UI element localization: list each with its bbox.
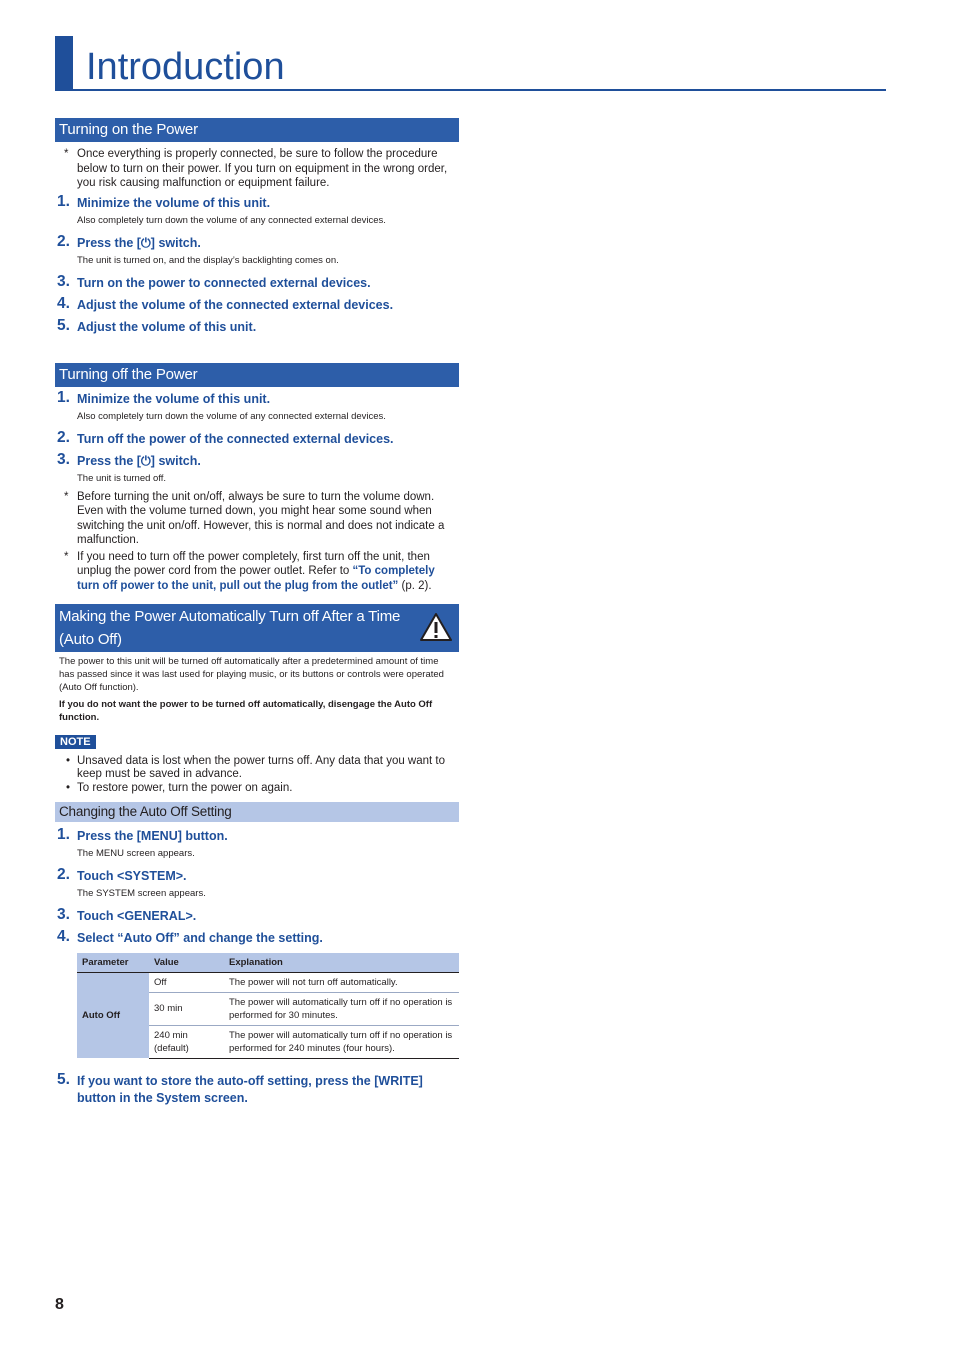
main-column bbox=[55, 118, 459, 1107]
sub-heading-auto-off-setting: Changing the Auto Off Setting bbox=[55, 802, 459, 822]
note-bullet-1 bbox=[55, 755, 459, 780]
step-power-off-2 bbox=[55, 428, 459, 448]
note-bullet-2 bbox=[55, 782, 459, 795]
note-badge-row bbox=[55, 732, 459, 750]
asterisk-icon: * bbox=[64, 550, 69, 563]
page-title: Introduction bbox=[86, 46, 285, 88]
table-header-row bbox=[77, 953, 459, 973]
step-number: 3. bbox=[57, 905, 70, 923]
table-header: Parameter bbox=[77, 953, 149, 973]
note-text: Once everything is properly connected, be sure to follow the procedure below to turn on their power. If you turn on equipment in the wrong order, you risk causing malfunction or equipment failure. bbox=[77, 148, 448, 189]
table-header: Explanation bbox=[224, 953, 459, 973]
step-power-on-5 bbox=[55, 316, 459, 336]
step-desc: The unit is turned on, and the display’s backlighting comes on. bbox=[77, 254, 339, 266]
note-power-off-2 bbox=[55, 550, 459, 594]
step-number: 2. bbox=[57, 865, 70, 883]
step-text: Press the [MENU] button. bbox=[77, 828, 228, 843]
note-text: Before turning the unit on/off, always be sure to turn the volume down. Even with the volume turned down, you might hear some sound when switching the unit on/off. However, this is normal and does not indicate a malfunction. bbox=[77, 490, 445, 546]
asterisk-icon: * bbox=[64, 148, 69, 160]
step-text: Adjust the volume of this unit. bbox=[77, 319, 257, 334]
table-header: Value bbox=[149, 953, 224, 973]
section-heading-power-on: Turning on the Power bbox=[55, 118, 459, 142]
step-power-on-3 bbox=[55, 272, 459, 292]
note-power-on bbox=[55, 147, 459, 191]
note-text: If you need to turn off the power completely, first turn off the unit, then unplug the power cord from the power outlet. Refer to bbox=[77, 550, 430, 577]
auto-off-bold-note: If you do not want the power to be turned off automatically, disengage the Auto Off function. bbox=[59, 699, 433, 723]
step-text: Touch <GENERAL>. bbox=[77, 908, 197, 923]
step-power-on-2 bbox=[55, 232, 459, 252]
step-number: 3. bbox=[57, 450, 70, 468]
value-cell: Off bbox=[149, 972, 224, 992]
step-number: 4. bbox=[57, 294, 70, 312]
bullet-icon: • bbox=[66, 782, 71, 794]
page-number: 8 bbox=[55, 1296, 64, 1313]
step-auto-off-3 bbox=[55, 905, 459, 925]
parameter-cell: Auto Off bbox=[77, 972, 149, 1058]
section-heading-power-off: Turning off the Power bbox=[55, 363, 459, 387]
step-desc: The unit is turned off. bbox=[77, 472, 167, 484]
step-text: Press the [⏻] switch. bbox=[77, 453, 201, 468]
title-accent-bar bbox=[55, 36, 73, 91]
step-auto-off-2 bbox=[55, 865, 459, 885]
note-text-suffix: (p. 2). bbox=[398, 579, 432, 592]
step-desc: Also completely turn down the volume of any connected external devices. bbox=[77, 410, 386, 422]
reference-link[interactable]: “To completely turn off power to the unit, pull out the plug from the outlet” bbox=[77, 565, 435, 592]
step-number: 3. bbox=[57, 272, 70, 290]
step-text: Select “Auto Off” and change the setting. bbox=[77, 930, 323, 945]
step-power-off-3 bbox=[55, 450, 459, 470]
title-rule bbox=[55, 89, 886, 91]
step-number: 1. bbox=[57, 825, 70, 843]
step-text: Adjust the volume of the connected external devices. bbox=[77, 297, 394, 312]
value-cell: 30 min bbox=[149, 992, 224, 1025]
step-desc: The SYSTEM screen appears. bbox=[77, 887, 206, 899]
asterisk-icon: * bbox=[64, 490, 69, 503]
step-number: 1. bbox=[57, 192, 70, 210]
step-number: 2. bbox=[57, 428, 70, 446]
step-text: Turn on the power to connected external devices. bbox=[77, 275, 371, 290]
step-number: 4. bbox=[57, 927, 70, 945]
bullet-icon: • bbox=[66, 755, 71, 767]
warning-triangle-icon bbox=[419, 612, 453, 642]
step-power-off-1 bbox=[55, 388, 459, 408]
step-text: Minimize the volume of this unit. bbox=[77, 195, 271, 210]
step-number: 5. bbox=[57, 1070, 70, 1088]
step-text: Minimize the volume of this unit. bbox=[77, 391, 271, 406]
step-number: 5. bbox=[57, 316, 70, 334]
note-power-off-1 bbox=[55, 490, 459, 548]
explanation-cell: The power will automatically turn off if no operation is performed for 30 minutes. bbox=[224, 992, 459, 1025]
step-power-on-4 bbox=[55, 294, 459, 314]
value-cell: 240 min (default) bbox=[149, 1025, 224, 1058]
auto-off-intro: The power to this unit will be turned off automatically after a predetermined amount of time has passed since it was last used for playing music, or its buttons or controls were operated (Auto Off function). bbox=[59, 656, 444, 693]
explanation-cell: The power will not turn off automatically. bbox=[224, 972, 459, 992]
step-text: Touch <SYSTEM>. bbox=[77, 868, 187, 883]
step-text: Press the [⏻] switch. bbox=[77, 235, 201, 250]
step-number: 2. bbox=[57, 232, 70, 250]
step-desc: The MENU screen appears. bbox=[77, 847, 195, 859]
auto-off-table bbox=[77, 953, 459, 1059]
step-number: 1. bbox=[57, 388, 70, 406]
bullet-text: To restore power, turn the power on again. bbox=[77, 782, 293, 794]
explanation-cell: The power will automatically turn off if no operation is performed for 240 minutes (four hours). bbox=[224, 1025, 459, 1058]
section-heading-auto-off bbox=[55, 604, 459, 652]
step-desc: Also completely turn down the volume of any connected external devices. bbox=[77, 214, 386, 226]
heading-line-2: (Auto Off) bbox=[59, 631, 122, 648]
step-text: Turn off the power of the connected external devices. bbox=[77, 431, 394, 446]
note-badge: NOTE bbox=[55, 735, 96, 749]
step-auto-off-1 bbox=[55, 825, 459, 845]
table-row bbox=[77, 972, 459, 992]
step-auto-off-5 bbox=[55, 1070, 459, 1107]
bullet-text: Unsaved data is lost when the power turns off. Any data that you want to keep must be saved in advance. bbox=[77, 755, 446, 780]
step-power-on-1 bbox=[55, 192, 459, 212]
step-auto-off-4 bbox=[55, 927, 459, 947]
heading-line-1: Making the Power Automatically Turn off After a Time bbox=[59, 608, 401, 625]
step-text: If you want to store the auto-off setting, press the [WRITE] button in the System screen. bbox=[77, 1073, 423, 1105]
